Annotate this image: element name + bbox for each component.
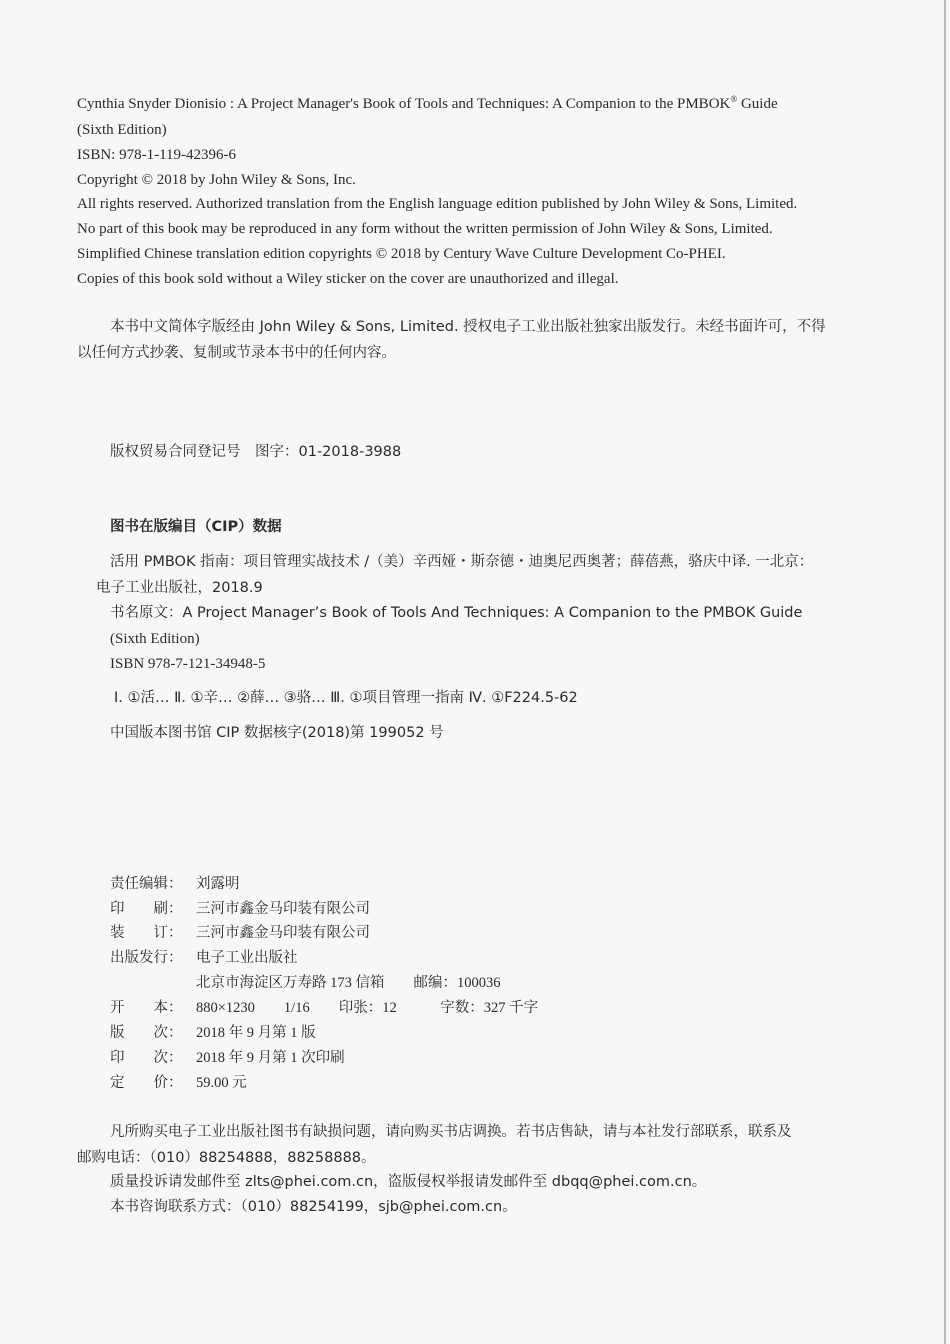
chinese-notice-line-1: 本书中文简体字版经由 John Wiley & Sons, Limited. 授权电子工业出版社独家出版发行。未经书面许可，不得: [110, 319, 826, 335]
credit-value: 880×1230 1/16 印张：12 字数：327 千字: [196, 1000, 539, 1016]
rights-line-1: All rights reserved. Authorized translation from the English language edition published by John Wiley & Sons, Limited.: [77, 196, 798, 212]
footer-line-2: 邮购电话：（010）88254888，88258888。: [77, 1150, 376, 1166]
copyright-line: Copyright © 2018 by John Wiley & Sons, Inc.: [77, 172, 356, 188]
credit-value: 三河市鑫金马印装有限公司: [196, 901, 370, 917]
credit-label: 印 刷：: [110, 901, 183, 917]
cip-heading: 图书在版编目（CIP）数据: [110, 519, 282, 535]
credit-value: 刘露明: [196, 876, 240, 892]
simplified-edition-line: Simplified Chinese translation edition copyrights © 2018 by Century Wave Culture Development Co-PHEI.: [77, 246, 726, 262]
credit-label: 责任编辑：: [110, 876, 183, 892]
cip-line-4: (Sixth Edition): [110, 631, 200, 647]
copyright-registration: 版权贸易合同登记号 图字：01-2018-3988: [110, 444, 402, 460]
cip-verification: 中国版本图书馆 CIP 数据核字(2018)第 199052 号: [110, 725, 444, 741]
cip-isbn: ISBN 978-7-121-34948-5: [110, 656, 266, 672]
credit-row: [110, 923, 370, 943]
footer-line-1: 凡所购买电子工业出版社图书有缺损问题，请向购买书店调换。若书店售缺，请与本社发行部联系，联系及: [110, 1124, 792, 1140]
credit-row: [110, 1073, 247, 1093]
credit-value: 三河市鑫金马印装有限公司: [196, 925, 370, 941]
cip-classification: Ⅰ. ①活… Ⅱ. ①辛… ②薛… ③骆… Ⅲ. ①项目管理一指南 Ⅳ. ①F224.5-62: [114, 690, 578, 706]
chinese-notice-line-2: 以任何方式抄袭、复制或节录本书中的任何内容。: [77, 345, 396, 361]
credit-row: [110, 998, 538, 1018]
cip-line-2: 电子工业出版社，2018.9: [96, 580, 263, 596]
credit-value: 电子工业出版社: [196, 950, 298, 966]
footer-quality-contact: 质量投诉请发邮件至 zlts@phei.com.cn，盗版侵权举报请发邮件至 dbqq@phei.com.cn。: [110, 1174, 707, 1190]
credit-row: [110, 1023, 316, 1043]
credit-value: 2018 年 9 月第 1 次印刷: [196, 1050, 345, 1066]
page-spine-edge: [944, 0, 946, 1344]
credit-label: 开 本：: [110, 1000, 183, 1016]
credit-value: 2018 年 9 月第 1 版: [196, 1025, 316, 1041]
credit-row: [110, 1048, 345, 1068]
original-title-line: Cynthia Snyder Dionisio : A Project Manager's Book of Tools and Techniques: A Companion to the PMBOK® Guide: [77, 94, 778, 112]
original-edition-line: (Sixth Edition): [77, 122, 167, 138]
credit-row: [110, 899, 370, 919]
cip-line-1: 活用 PMBOK 指南：项目管理实战技术 /（美）辛西娅・斯奈德・迪奥尼西奥著；薛蓓燕，骆庆中译. 一北京：: [110, 554, 814, 570]
sticker-notice: Copies of this book sold without a Wiley sticker on the cover are unauthorized and illegal.: [77, 271, 619, 287]
credit-label: 定 价：: [110, 1075, 183, 1091]
credit-label: 印 次：: [110, 1050, 183, 1066]
credit-label: 装 订：: [110, 925, 183, 941]
credit-value: 北京市海淀区万寿路 173 信箱 邮编：100036: [196, 975, 501, 991]
credit-row: [110, 874, 240, 894]
credit-label: 出版发行：: [110, 950, 183, 966]
credit-row: [110, 973, 501, 993]
original-isbn: ISBN: 978-1-119-42396-6: [77, 147, 237, 163]
footer-inquiry-contact: 本书咨询联系方式：（010）88254199，sjb@phei.com.cn。: [110, 1199, 517, 1215]
credit-label: 版 次：: [110, 1025, 183, 1041]
credit-row: [110, 948, 298, 968]
rights-line-2: No part of this book may be reproduced in any form without the written permission of John Wiley & Sons, Limited.: [77, 221, 773, 237]
credit-value: 59.00 元: [196, 1075, 247, 1091]
cip-line-3: 书名原文：A Project Manager’s Book of Tools And Techniques: A Companion to the PMBOK Guide: [110, 605, 803, 621]
